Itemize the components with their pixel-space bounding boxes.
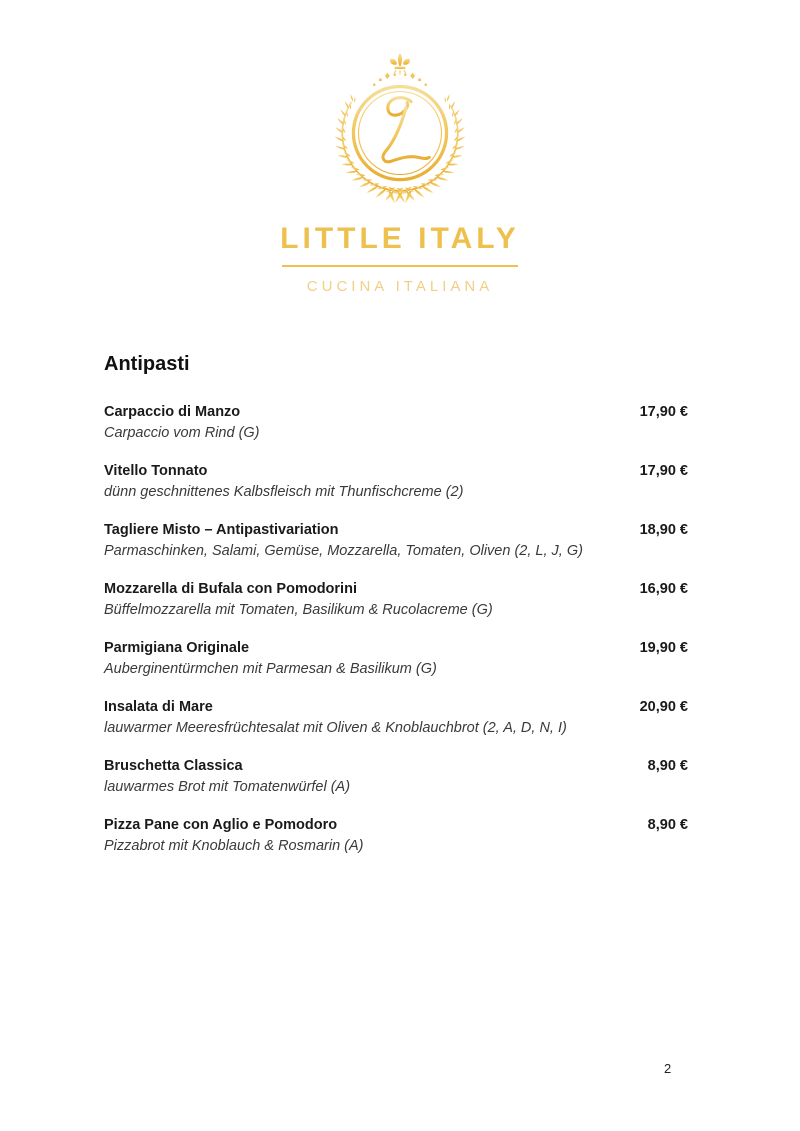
item-description: Büffelmozzarella mit Tomaten, Basilikum & Rucolacreme (G) (104, 602, 493, 618)
menu-item-row (104, 638, 688, 659)
menu-item-row (104, 815, 688, 836)
menu-item (104, 756, 688, 798)
item-name: Bruschetta Classica (104, 758, 243, 774)
menu-item (104, 697, 688, 739)
page-number: 2 (664, 1061, 672, 1076)
menu-item-row (104, 579, 688, 600)
monogram-l-icon (383, 98, 429, 162)
item-name: Mozzarella di Bufala con Pomodorini (104, 581, 357, 597)
item-price: 19,90 € (639, 640, 688, 656)
menu-item-row (104, 520, 688, 541)
laurel-monogram-logo (319, 50, 481, 212)
item-description: dünn geschnittenes Kalbsfleisch mit Thunfischcreme (2) (104, 484, 464, 500)
brand-subtitle: CUCINA ITALIANA (306, 278, 494, 295)
item-description: Auberginentürmchen mit Parmesan & Basilikum (G) (104, 661, 437, 677)
item-price: 8,90 € (647, 758, 688, 774)
logo-outer-ring (353, 86, 446, 179)
restaurant-logo (0, 50, 800, 295)
menu-item (104, 815, 688, 857)
menu-item-row (104, 697, 688, 718)
item-description: Pizzabrot mit Knoblauch & Rosmarin (A) (104, 838, 364, 854)
item-name: Carpaccio di Manzo (104, 404, 241, 420)
item-price: 16,90 € (639, 581, 688, 597)
fleur-de-lis-icon (390, 53, 410, 75)
laurel-leaves (334, 93, 466, 203)
item-name: Parmigiana Originale (104, 640, 250, 656)
menu-item-row (104, 461, 688, 482)
item-price: 17,90 € (639, 404, 688, 420)
item-description: lauwarmer Meeresfrüchtesalat mit Oliven & Knoblauchbrot (2, A, D, N, I) (104, 720, 567, 736)
menu-content (104, 353, 688, 874)
menu-item (104, 520, 688, 562)
menu-item-row (104, 402, 688, 423)
item-description: Carpaccio vom Rind (G) (104, 425, 260, 441)
item-price: 18,90 € (639, 522, 688, 538)
section-title: Antipasti (104, 353, 190, 375)
item-name: Pizza Pane con Aglio e Pomodoro (104, 817, 338, 833)
item-name: Vitello Tonnato (104, 463, 208, 479)
menu-item (104, 461, 688, 503)
menu-item (104, 579, 688, 621)
menu-item (104, 638, 688, 680)
item-description: Parmaschinken, Salami, Gemüse, Mozzarella, Tomaten, Oliven (2, L, J, G) (104, 543, 583, 559)
item-name: Tagliere Misto – Antipastivariation (104, 522, 339, 538)
brand-divider (282, 265, 518, 267)
item-price: 8,90 € (647, 817, 688, 833)
item-description: lauwarmes Brot mit Tomatenwürfel (A) (104, 779, 351, 795)
menu-items (104, 402, 688, 857)
menu-item (104, 402, 688, 444)
item-name: Insalata di Mare (104, 699, 213, 715)
item-price: 20,90 € (639, 699, 688, 715)
menu-item-row (104, 756, 688, 777)
item-price: 17,90 € (639, 463, 688, 479)
brand-title: LITTLE ITALY (280, 222, 520, 255)
logo-inner-ring (358, 92, 441, 175)
